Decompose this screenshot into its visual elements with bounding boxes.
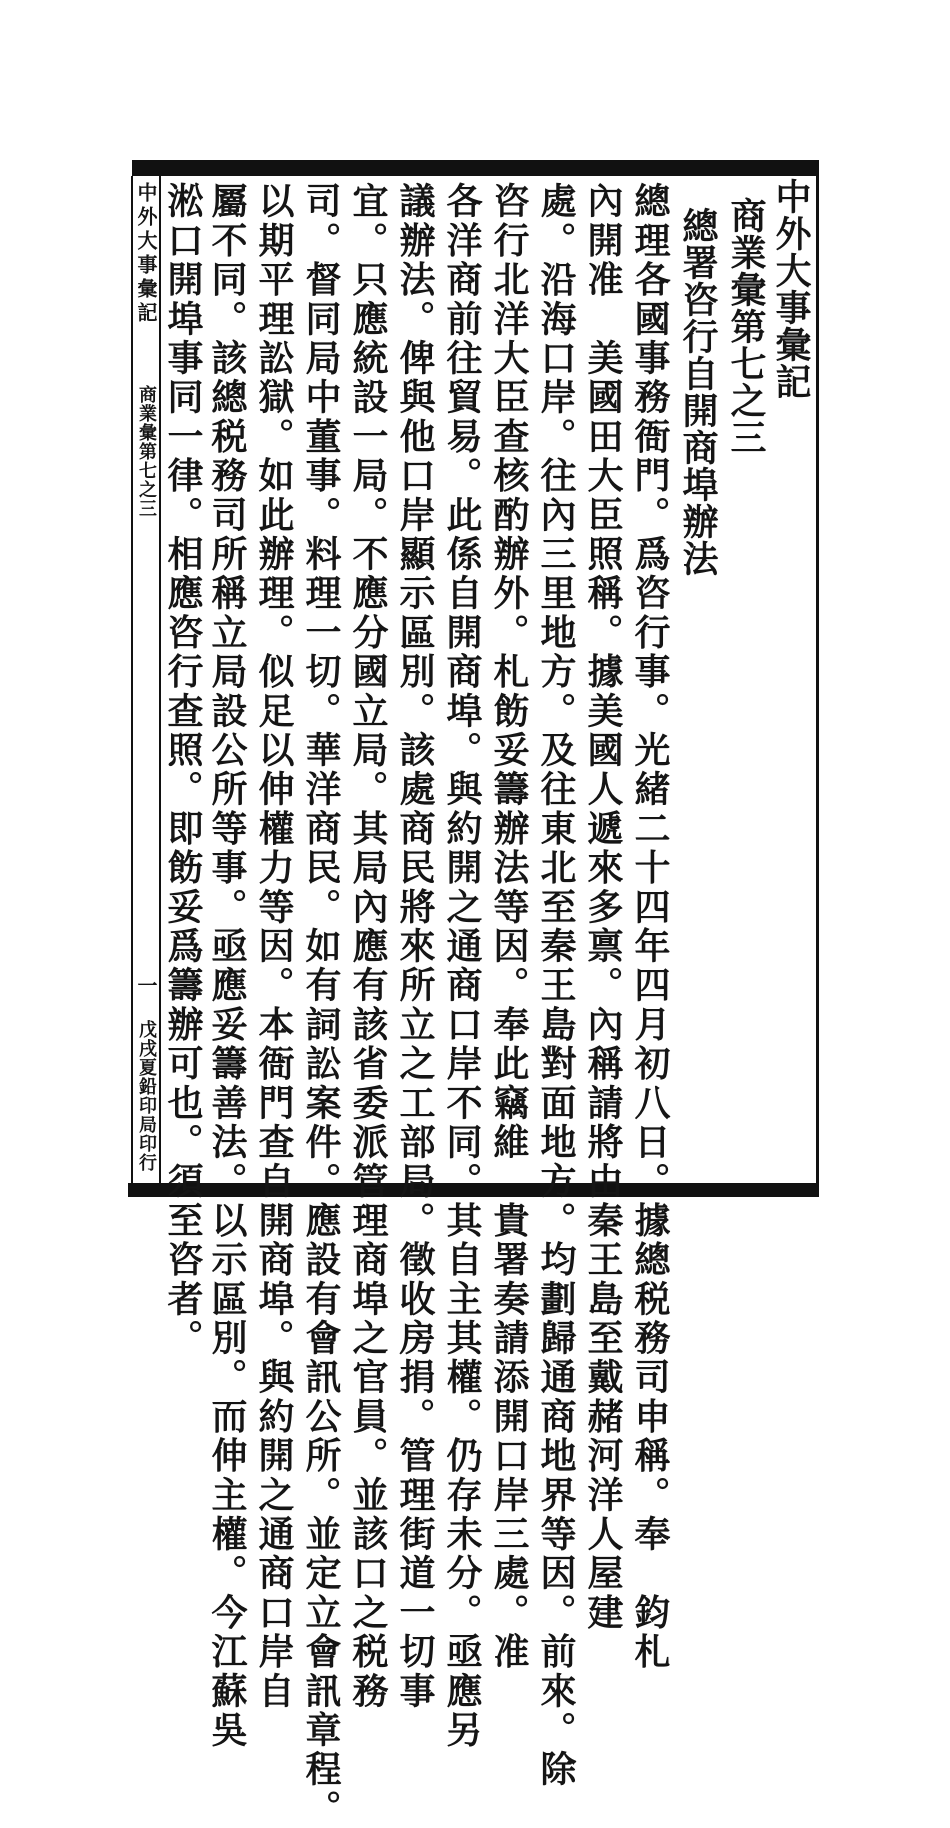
body-column-6: 議辦法。俾與他口岸顯示區別。該處商民將來所立之工部局。徵收房捐。管理街道一切事 (394, 182, 436, 1711)
body-column-5: 各洋商前往貿易。此係自開商埠。與約開之通商口岸不同。其自主其權。仍存未分。亟應另 (441, 182, 483, 1750)
body-column-1: 總理各國事務衙門。爲咨行事。光緒二十四年四月初八日。據總税務司申稱。奉 鈞札 (629, 182, 671, 1672)
right-border-rule (816, 160, 819, 1197)
margin-book-title: 中外大事彙記 (134, 182, 158, 326)
margin-page-number: 一 (134, 975, 158, 999)
body-column-8: 司。督同局中董事。料理一切。華洋商民。如有詞訟案件。應設有會訊公所。並定立會訊章程。 (300, 182, 342, 1828)
body-column-7: 宜。只應統設一局。不應分國立局。其局內應有該省委派管理商埠之官員。並該口之税務 (347, 182, 389, 1711)
margin-section: 商業彙第七之三 (136, 385, 157, 518)
body-column-3: 處。沿海口岸。往內三里地方。及往東北至秦王島對面地方。均劃歸通商地界等因。前來。除 (535, 182, 577, 1790)
body-column-2: 內開准 美國田大臣照稱。據美國人遞來多禀。內稱請將由秦王島至戴赭河洋人屋建 (582, 182, 624, 1633)
body-column-9: 以期平理訟獄。如此辦理。似足以伸權力等因。本衙門查自開商埠。與約開之通商口岸自 (253, 182, 295, 1711)
section-title: 商業彙第七之三 (725, 197, 767, 456)
article-title: 總署咨行自開商埠辦法 (677, 207, 719, 577)
book-title: 中外大事彙記 (770, 178, 812, 400)
body-column-10: 屬不同。該總税務司所稱立局設公所等事。亟應妥籌善法。以示區別。而伸主權。今江蘇吳 (206, 182, 248, 1750)
body-column-11: 淞口開埠事同一律。相應咨行查照。即飭妥爲籌辦可也。須至咨者。 (162, 182, 204, 1358)
margin-printer: 戊戌夏鉛印局印行 (136, 1020, 157, 1172)
top-border-rule (132, 160, 818, 176)
gutter-rule (159, 176, 161, 1183)
body-column-4: 咨行北洋大臣查核酌辦外。札飭妥籌辦法等因。奉此竊維 貴署奏請添開口岸三處。准 (488, 182, 530, 1672)
left-border-rule (131, 176, 133, 1183)
